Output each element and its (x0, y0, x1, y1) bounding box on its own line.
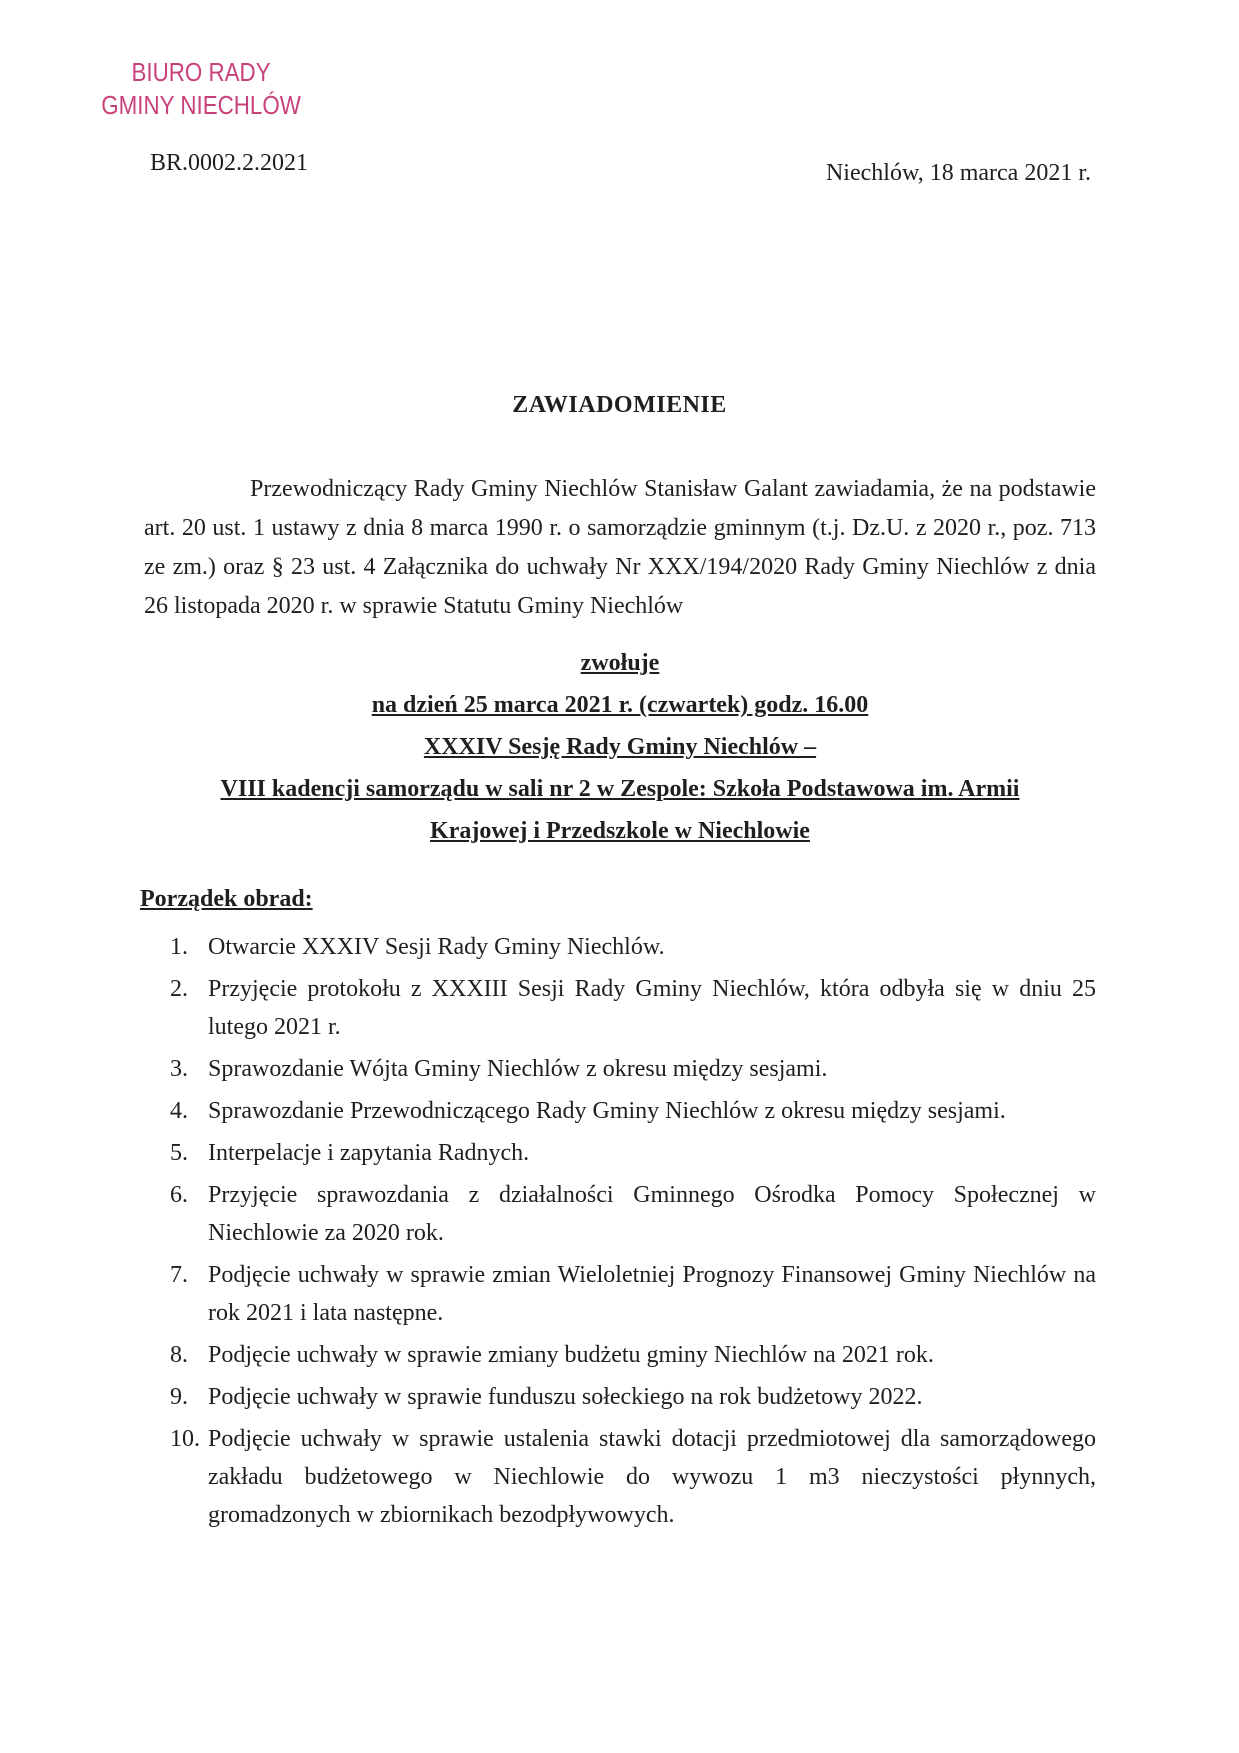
agenda-item-text: Podjęcie uchwały w sprawie ustalenia stawki dotacji przedmiotowej dla samorządowego zakładu budżetowego w Niechlowie do wywozu 1 m3 nieczystości płynnych, gromadzonych w zbiornikach bezodpływowych. (208, 1426, 1096, 1528)
place-and-date: Niechlów, 18 marca 2021 r. (825, 160, 1091, 186)
agenda-item-number: 3. (170, 1056, 188, 1082)
agenda-item-text: Podjęcie uchwały w sprawie funduszu sołeckiego na rok budżetowy 2022. (208, 1384, 923, 1410)
convocation-line-1: zwołuje (580, 650, 660, 676)
convocation-block (144, 642, 1096, 852)
document-title: ZAWIADOMIENIE (512, 392, 727, 418)
agenda-item-text: Sprawozdanie Wójta Gminy Niechlów z okresu między sesjami. (208, 1056, 828, 1082)
reference-number: BR.0002.2.2021 (150, 150, 309, 176)
stamp-line-2: GMINY NIECHLÓW (101, 90, 301, 120)
agenda-item (140, 1134, 1096, 1172)
stamp-line-1: BIURO RADY (131, 57, 271, 87)
agenda-heading: Porządek obrad: (140, 886, 313, 912)
agenda-item-text: Podjęcie uchwały w sprawie zmiany budżetu gminy Niechlów na 2021 rok. (208, 1342, 934, 1368)
agenda-item-text: Przyjęcie protokołu z XXXIII Sesji Rady Gminy Niechlów, która odbyła się w dniu 25 lutego 2021 r. (208, 976, 1096, 1040)
agenda-item-number: 7. (170, 1262, 188, 1288)
agenda-item-number: 4. (170, 1098, 188, 1124)
intro-text: Przewodniczący Rady Gminy Niechlów Stanisław Galant zawiadamia, że na podstawie art. 20 ust. 1 ustawy z dnia 8 marca 1990 r. o samorządzie gminnym (t.j. Dz.U. z 2020 r., poz. 713 ze zm.) oraz § 23 ust. 4 Załącznika do uchwały Nr XXX/194/2020 Rady Gminy Niechlów z dnia 26 listopada 2020 r. w sprawie Statutu Gminy Niechlów (144, 476, 1096, 619)
agenda-item-text: Otwarcie XXXIV Sesji Rady Gminy Niechlów. (208, 934, 665, 960)
intro-paragraph (144, 470, 1096, 626)
agenda-item (140, 1336, 1096, 1374)
agenda-item-text: Sprawozdanie Przewodniczącego Rady Gminy Niechlów z okresu między sesjami. (208, 1098, 1006, 1124)
convocation-line-5: Krajowej i Przedszkole w Niechlowie (430, 818, 810, 844)
agenda-item-number: 5. (170, 1140, 188, 1166)
agenda-item (140, 1420, 1096, 1534)
agenda-item-text: Przyjęcie sprawozdania z działalności Gminnego Ośrodka Pomocy Społecznej w Niechlowie za 2020 rok. (208, 1182, 1096, 1246)
convocation-line-2: na dzień 25 marca 2021 r. (czwartek) godz. 16.00 (371, 692, 869, 718)
agenda-item (140, 1050, 1096, 1088)
agenda-item-text: Podjęcie uchwały w sprawie zmian Wieloletniej Prognozy Finansowej Gminy Niechlów na rok 2021 i lata następne. (208, 1262, 1096, 1326)
agenda-item-number: 1. (170, 934, 188, 960)
convocation-line-4: VIII kadencji samorządu w sali nr 2 w Zespole: Szkoła Podstawowa im. Armii (220, 776, 1020, 802)
office-stamp (100, 56, 302, 122)
agenda-item-number: 6. (170, 1182, 188, 1208)
agenda-item (140, 928, 1096, 966)
convocation-line-3: XXXIV Sesję Rady Gminy Niechlów – (423, 734, 817, 760)
agenda-item (140, 1176, 1096, 1252)
agenda-list (140, 928, 1096, 1538)
agenda-item-number: 8. (170, 1342, 188, 1368)
agenda-item (140, 970, 1096, 1046)
agenda-item (140, 1256, 1096, 1332)
agenda-item-number: 9. (170, 1384, 188, 1410)
agenda-item-number: 2. (170, 976, 188, 1002)
agenda-item-text: Interpelacje i zapytania Radnych. (208, 1140, 530, 1166)
agenda-item-number: 10. (170, 1426, 200, 1452)
agenda-item (140, 1092, 1096, 1130)
agenda-item (140, 1378, 1096, 1416)
